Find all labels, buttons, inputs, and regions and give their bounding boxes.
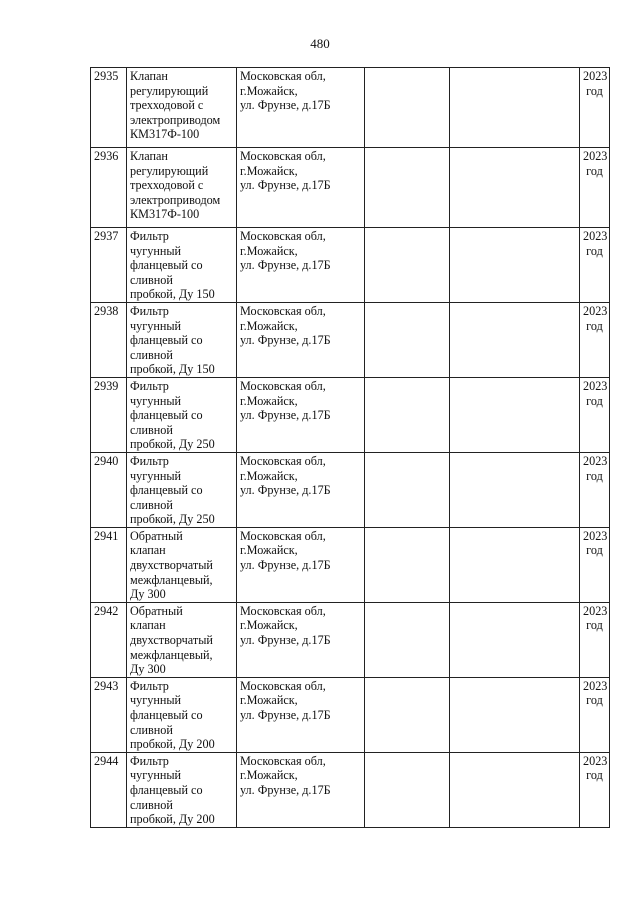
year-value: 2023 bbox=[583, 528, 608, 543]
empty-cell bbox=[365, 228, 450, 303]
address-line: ул. Фрунзе, д.17Б bbox=[240, 558, 331, 573]
address-line: ул. Фрунзе, д.17Б bbox=[240, 333, 331, 348]
item-name-cell bbox=[127, 752, 237, 827]
year-unit: год bbox=[586, 318, 603, 333]
item-name-line: Обратный bbox=[130, 603, 183, 618]
page-number: 480 bbox=[310, 36, 330, 51]
address-line: Московская обл, bbox=[240, 528, 326, 543]
year-cell bbox=[580, 148, 610, 228]
year-cell bbox=[580, 228, 610, 303]
table-row bbox=[91, 302, 610, 377]
empty-cell bbox=[450, 377, 580, 452]
item-name-line: Обратный bbox=[130, 528, 183, 543]
item-name-cell bbox=[127, 228, 237, 303]
empty-cell bbox=[450, 752, 580, 827]
address-line: г.Можайск, bbox=[240, 163, 298, 178]
address-line: г.Можайск, bbox=[240, 318, 298, 333]
empty-cell bbox=[450, 148, 580, 228]
empty-cell bbox=[365, 527, 450, 602]
item-name-line: чугунный bbox=[130, 768, 182, 783]
item-number: 2941 bbox=[94, 528, 119, 543]
item-name-line: Клапан bbox=[130, 69, 168, 83]
item-name-line: двухстворчатый bbox=[130, 633, 213, 648]
registry-table-body bbox=[91, 68, 610, 828]
item-name-line: трехходовой с bbox=[130, 178, 204, 193]
table-row bbox=[91, 228, 610, 303]
address-cell bbox=[237, 148, 365, 228]
address-line: ул. Фрунзе, д.17Б bbox=[240, 258, 331, 273]
item-name-cell bbox=[127, 527, 237, 602]
item-name-line: регулирующий bbox=[130, 163, 209, 178]
address-line: Московская обл, bbox=[240, 229, 326, 243]
year-cell bbox=[580, 68, 610, 148]
year-value: 2023 bbox=[583, 603, 608, 618]
item-name-cell bbox=[127, 602, 237, 677]
item-name-line: пробкой, Ду 150 bbox=[130, 362, 215, 377]
item-name-line: Фильтр bbox=[130, 453, 169, 468]
item-name-line: сливной bbox=[130, 272, 173, 287]
year-unit: год bbox=[586, 163, 603, 178]
address-line: ул. Фрунзе, д.17Б bbox=[240, 178, 331, 193]
table-row bbox=[91, 527, 610, 602]
item-number: 2935 bbox=[94, 69, 119, 83]
address-line: г.Можайск, bbox=[240, 83, 298, 98]
item-name-line: двухстворчатый bbox=[130, 558, 213, 573]
address-line: Московская обл, bbox=[240, 753, 326, 768]
item-number-cell bbox=[91, 302, 127, 377]
item-number: 2942 bbox=[94, 603, 119, 618]
item-name-line: Фильтр bbox=[130, 678, 169, 693]
year-value: 2023 bbox=[583, 69, 608, 83]
address-cell bbox=[237, 527, 365, 602]
address-line: г.Можайск, bbox=[240, 693, 298, 708]
item-number: 2937 bbox=[94, 229, 119, 243]
item-name-line: клапан bbox=[130, 543, 166, 558]
address-line: г.Можайск, bbox=[240, 393, 298, 408]
year-unit: год bbox=[586, 393, 603, 408]
address-line: ул. Фрунзе, д.17Б bbox=[240, 408, 331, 423]
item-name-line: чугунный bbox=[130, 693, 182, 708]
address-line: г.Можайск, bbox=[240, 768, 298, 783]
item-name-line: фланцевый со bbox=[130, 782, 203, 797]
item-number-cell bbox=[91, 452, 127, 527]
empty-cell bbox=[365, 377, 450, 452]
item-name-line: КМ317Ф-100 bbox=[130, 207, 200, 222]
item-name-cell bbox=[127, 68, 237, 148]
item-name-line: пробкой, Ду 250 bbox=[130, 437, 215, 452]
item-name-line: Фильтр bbox=[130, 378, 169, 393]
address-cell bbox=[237, 228, 365, 303]
table-row bbox=[91, 677, 610, 752]
address-cell bbox=[237, 452, 365, 527]
address-line: Московская обл, bbox=[240, 453, 326, 468]
item-number-cell bbox=[91, 68, 127, 148]
item-name-line: сливной bbox=[130, 797, 173, 812]
empty-cell bbox=[365, 602, 450, 677]
empty-cell bbox=[365, 452, 450, 527]
year-unit: год bbox=[586, 543, 603, 558]
empty-cell bbox=[450, 602, 580, 677]
empty-cell bbox=[365, 148, 450, 228]
item-name-line: сливной bbox=[130, 347, 173, 362]
item-name-line: межфланцевый, bbox=[130, 647, 213, 662]
empty-cell bbox=[450, 68, 580, 148]
item-name-line: пробкой, Ду 150 bbox=[130, 287, 215, 302]
address-line: Московская обл, bbox=[240, 149, 326, 163]
item-name-line: клапан bbox=[130, 618, 166, 633]
address-line: Московская обл, bbox=[240, 603, 326, 618]
item-name-line: Ду 300 bbox=[130, 662, 166, 677]
item-name-cell bbox=[127, 377, 237, 452]
year-unit: год bbox=[586, 243, 603, 258]
empty-cell bbox=[450, 302, 580, 377]
address-line: ул. Фрунзе, д.17Б bbox=[240, 782, 331, 797]
item-name-cell bbox=[127, 148, 237, 228]
item-name-line: пробкой, Ду 250 bbox=[130, 512, 215, 527]
item-name-line: КМ317Ф-100 bbox=[130, 127, 200, 142]
table-row bbox=[91, 148, 610, 228]
year-cell bbox=[580, 302, 610, 377]
item-name-line: сливной bbox=[130, 497, 173, 512]
item-name-line: электроприводом bbox=[130, 112, 221, 127]
empty-cell bbox=[365, 677, 450, 752]
year-value: 2023 bbox=[583, 678, 608, 693]
item-name-cell bbox=[127, 452, 237, 527]
year-cell bbox=[580, 377, 610, 452]
item-number-cell bbox=[91, 752, 127, 827]
item-number: 2943 bbox=[94, 678, 119, 693]
table-row bbox=[91, 377, 610, 452]
item-number-cell bbox=[91, 377, 127, 452]
item-name-line: фланцевый со bbox=[130, 483, 203, 498]
year-cell bbox=[580, 677, 610, 752]
item-name-line: межфланцевый, bbox=[130, 572, 213, 587]
year-cell bbox=[580, 452, 610, 527]
empty-cell bbox=[365, 68, 450, 148]
address-line: Московская обл, bbox=[240, 678, 326, 693]
item-number: 2940 bbox=[94, 453, 119, 468]
item-name-line: трехходовой с bbox=[130, 98, 204, 113]
year-unit: год bbox=[586, 693, 603, 708]
item-name-line: Ду 300 bbox=[130, 587, 166, 602]
empty-cell bbox=[450, 228, 580, 303]
address-cell bbox=[237, 602, 365, 677]
year-value: 2023 bbox=[583, 149, 608, 163]
address-line: ул. Фрунзе, д.17Б bbox=[240, 483, 331, 498]
table-row bbox=[91, 602, 610, 677]
year-unit: год bbox=[586, 618, 603, 633]
item-name-line: электроприводом bbox=[130, 192, 221, 207]
item-name-line: сливной bbox=[130, 722, 173, 737]
year-cell bbox=[580, 527, 610, 602]
item-name-line: пробкой, Ду 200 bbox=[130, 737, 215, 752]
address-line: г.Можайск, bbox=[240, 543, 298, 558]
item-name-line: чугунный bbox=[130, 243, 182, 258]
registry-table bbox=[90, 67, 610, 828]
item-name-line: пробкой, Ду 200 bbox=[130, 812, 215, 827]
item-name-line: сливной bbox=[130, 422, 173, 437]
year-value: 2023 bbox=[583, 229, 608, 243]
address-cell bbox=[237, 677, 365, 752]
address-cell bbox=[237, 752, 365, 827]
item-name-line: фланцевый со bbox=[130, 258, 203, 273]
item-name-line: фланцевый со bbox=[130, 708, 203, 722]
item-number-cell bbox=[91, 677, 127, 752]
empty-cell bbox=[365, 752, 450, 827]
year-value: 2023 bbox=[583, 303, 608, 318]
item-number-cell bbox=[91, 228, 127, 303]
table-row bbox=[91, 452, 610, 527]
address-line: ул. Фрунзе, д.17Б bbox=[240, 98, 331, 113]
year-cell bbox=[580, 752, 610, 827]
address-line: Московская обл, bbox=[240, 303, 326, 318]
item-number-cell bbox=[91, 148, 127, 228]
item-name-line: фланцевый со bbox=[130, 333, 203, 348]
item-name-line: фланцевый со bbox=[130, 408, 203, 423]
item-number-cell bbox=[91, 527, 127, 602]
address-line: Московская обл, bbox=[240, 378, 326, 393]
year-value: 2023 bbox=[583, 453, 608, 468]
empty-cell bbox=[450, 677, 580, 752]
item-name-line: Фильтр bbox=[130, 753, 169, 768]
year-value: 2023 bbox=[583, 753, 608, 768]
item-name-line: регулирующий bbox=[130, 83, 209, 98]
item-name-line: чугунный bbox=[130, 468, 182, 483]
address-line: ул. Фрунзе, д.17Б bbox=[240, 708, 331, 722]
address-line: г.Можайск, bbox=[240, 243, 298, 258]
year-value: 2023 bbox=[583, 378, 608, 393]
year-unit: год bbox=[586, 768, 603, 783]
empty-cell bbox=[365, 302, 450, 377]
address-line: г.Можайск, bbox=[240, 618, 298, 633]
item-name-line: чугунный bbox=[130, 318, 182, 333]
address-line: ул. Фрунзе, д.17Б bbox=[240, 633, 331, 648]
item-name-line: Клапан bbox=[130, 149, 168, 163]
item-name-line: Фильтр bbox=[130, 303, 169, 318]
item-number: 2938 bbox=[94, 303, 119, 318]
year-unit: год bbox=[586, 468, 603, 483]
item-name-cell bbox=[127, 302, 237, 377]
empty-cell bbox=[450, 452, 580, 527]
address-line: Московская обл, bbox=[240, 69, 326, 83]
item-number: 2939 bbox=[94, 378, 119, 393]
item-number-cell bbox=[91, 602, 127, 677]
item-name-cell bbox=[127, 677, 237, 752]
item-name-line: Фильтр bbox=[130, 229, 169, 243]
table-row bbox=[91, 752, 610, 827]
item-number: 2936 bbox=[94, 149, 119, 163]
address-line: г.Можайск, bbox=[240, 468, 298, 483]
address-cell bbox=[237, 68, 365, 148]
year-cell bbox=[580, 602, 610, 677]
item-number: 2944 bbox=[94, 753, 119, 768]
empty-cell bbox=[450, 527, 580, 602]
address-cell bbox=[237, 377, 365, 452]
table-row bbox=[91, 68, 610, 148]
year-unit: год bbox=[586, 83, 603, 98]
address-cell bbox=[237, 302, 365, 377]
item-name-line: чугунный bbox=[130, 393, 182, 408]
